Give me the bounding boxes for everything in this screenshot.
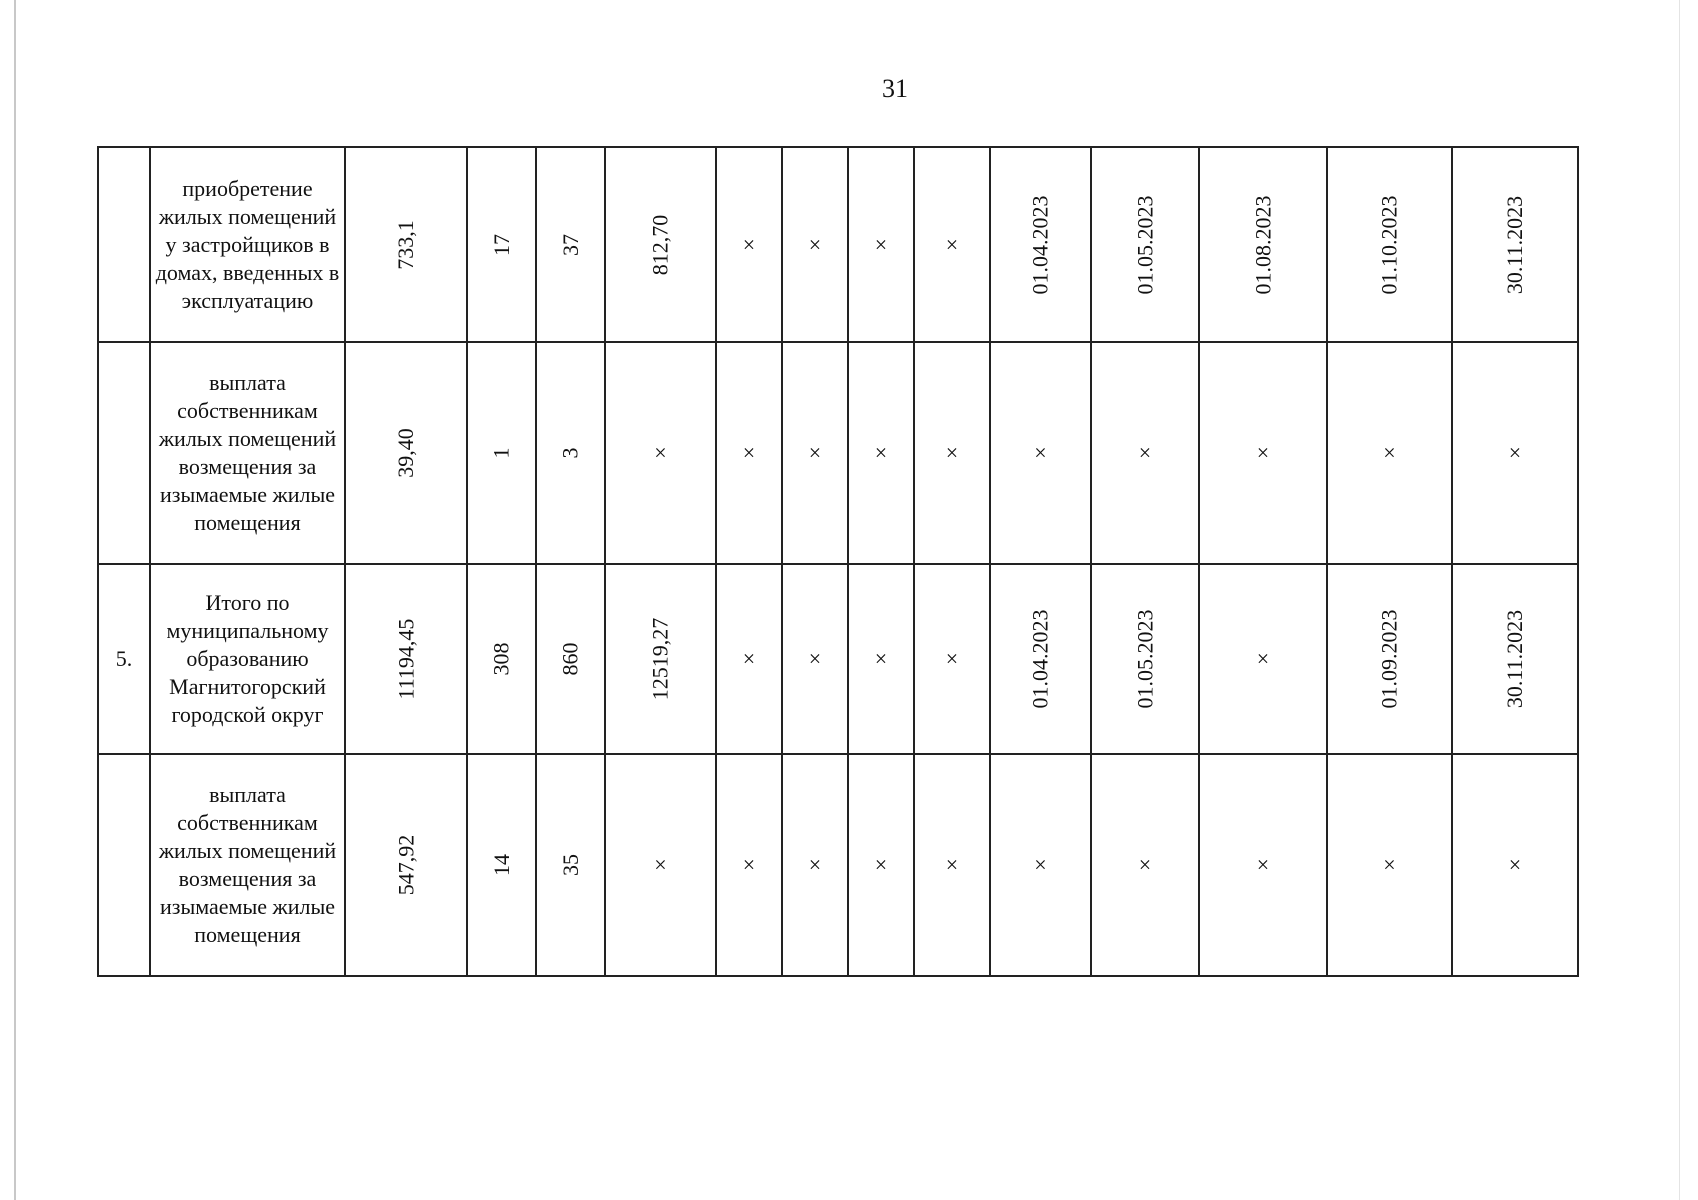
cross-mark: × bbox=[1383, 852, 1396, 877]
value-cell bbox=[848, 754, 914, 976]
value-cell bbox=[990, 564, 1091, 754]
table-row bbox=[98, 147, 1578, 342]
rotated-value: 14 bbox=[488, 854, 514, 876]
value-cell bbox=[990, 147, 1091, 342]
table-body bbox=[98, 147, 1578, 976]
value-cell bbox=[605, 147, 716, 342]
value-cell bbox=[345, 342, 467, 564]
value-cell bbox=[605, 754, 716, 976]
value-cell bbox=[1452, 147, 1578, 342]
cross-mark: × bbox=[742, 231, 756, 257]
cross-mark: × bbox=[1508, 852, 1522, 877]
cross-mark: × bbox=[874, 231, 888, 257]
value-cell bbox=[1327, 564, 1452, 754]
value-cell bbox=[848, 564, 914, 754]
value-cell bbox=[990, 342, 1091, 564]
rotated-value: 37 bbox=[557, 233, 583, 256]
value-cell bbox=[1452, 754, 1578, 976]
value-cell bbox=[1091, 147, 1199, 342]
value-cell bbox=[536, 754, 605, 976]
cross-mark: × bbox=[654, 852, 667, 877]
value-cell bbox=[914, 147, 990, 342]
value-cell bbox=[536, 342, 605, 564]
rotated-value: 733,1 bbox=[393, 219, 418, 270]
value-cell bbox=[467, 754, 536, 976]
cross-mark: × bbox=[945, 231, 959, 257]
value-cell bbox=[1091, 342, 1199, 564]
value-cell bbox=[1199, 147, 1327, 342]
rotated-value: 1 bbox=[488, 447, 514, 459]
cross-mark: × bbox=[874, 646, 888, 671]
table-row bbox=[98, 342, 1578, 564]
cross-mark: × bbox=[742, 646, 756, 671]
value-cell bbox=[782, 342, 848, 564]
table-row bbox=[98, 754, 1578, 976]
value-cell bbox=[716, 754, 782, 976]
cross-mark: × bbox=[1508, 440, 1522, 465]
rotated-value: 39,40 bbox=[393, 428, 418, 478]
rotated-value: 30.11.2023 bbox=[1502, 609, 1527, 709]
schedule-table bbox=[97, 146, 1579, 977]
cross-mark: × bbox=[808, 852, 822, 877]
rotated-value: 860 bbox=[557, 642, 583, 676]
value-cell bbox=[914, 564, 990, 754]
rotated-value: 812,70 bbox=[647, 214, 673, 275]
value-cell bbox=[605, 564, 716, 754]
value-cell bbox=[914, 342, 990, 564]
rotated-value: 3 bbox=[557, 447, 583, 459]
scan-edge-left bbox=[14, 0, 16, 1200]
rotated-value: 547,92 bbox=[393, 834, 418, 896]
cross-mark: × bbox=[654, 440, 667, 465]
rotated-value: 01.10.2023 bbox=[1376, 195, 1402, 294]
value-cell bbox=[467, 342, 536, 564]
value-cell bbox=[716, 342, 782, 564]
cross-mark: × bbox=[945, 646, 959, 671]
value-cell bbox=[990, 754, 1091, 976]
value-cell bbox=[1327, 342, 1452, 564]
value-cell bbox=[345, 754, 467, 976]
rotated-value: 308 bbox=[488, 642, 514, 676]
rotated-value: 17 bbox=[488, 233, 514, 256]
value-cell bbox=[1199, 342, 1327, 564]
value-cell bbox=[1327, 754, 1452, 976]
cross-mark: × bbox=[874, 852, 888, 877]
rotated-value: 30.11.2023 bbox=[1502, 195, 1527, 294]
value-cell bbox=[782, 754, 848, 976]
rotated-value: 01.08.2023 bbox=[1250, 195, 1275, 294]
value-cell bbox=[716, 147, 782, 342]
value-cell bbox=[536, 564, 605, 754]
rotated-value: 11194,45 bbox=[393, 618, 418, 700]
value-cell bbox=[1452, 564, 1578, 754]
value-cell bbox=[605, 342, 716, 564]
cross-mark: × bbox=[808, 646, 822, 671]
row-number-cell bbox=[98, 342, 150, 564]
row-number-cell bbox=[98, 147, 150, 342]
row-number-cell: 5. bbox=[98, 564, 150, 754]
value-cell bbox=[848, 147, 914, 342]
description-cell: Итого по муниципальному образованию Магнитогорский городской округ bbox=[150, 564, 345, 754]
row-number-cell bbox=[98, 754, 150, 976]
cross-mark: × bbox=[1034, 852, 1047, 877]
value-cell bbox=[782, 147, 848, 342]
cross-mark: × bbox=[1383, 440, 1396, 465]
cross-mark: × bbox=[945, 440, 959, 465]
cross-mark: × bbox=[808, 440, 822, 465]
value-cell bbox=[1199, 564, 1327, 754]
rotated-value: 12519,27 bbox=[647, 617, 673, 701]
cross-mark: × bbox=[945, 852, 959, 877]
value-cell bbox=[467, 147, 536, 342]
cross-mark: × bbox=[1138, 440, 1152, 465]
value-cell bbox=[536, 147, 605, 342]
cross-mark: × bbox=[1256, 440, 1270, 465]
value-cell bbox=[848, 342, 914, 564]
description-cell: приобретение жилых помещений у застройщиков в домах, введенных в эксплуатацию bbox=[150, 147, 345, 342]
description-cell: выплата собственникам жилых помещений возмещения за изымаемые жилые помещения bbox=[150, 342, 345, 564]
cross-mark: × bbox=[742, 440, 756, 465]
rotated-value: 01.04.2023 bbox=[1027, 195, 1053, 294]
rotated-value: 01.05.2023 bbox=[1132, 609, 1157, 709]
cross-mark: × bbox=[808, 231, 822, 257]
cross-mark: × bbox=[742, 852, 756, 877]
page-number: 31 bbox=[882, 74, 908, 103]
description-cell: выплата собственникам жилых помещений возмещения за изымаемые жилые помещения bbox=[150, 754, 345, 976]
cross-mark: × bbox=[874, 440, 888, 465]
value-cell bbox=[345, 564, 467, 754]
value-cell bbox=[782, 564, 848, 754]
rotated-value: 01.09.2023 bbox=[1376, 609, 1402, 709]
value-cell bbox=[1452, 342, 1578, 564]
rotated-value: 01.05.2023 bbox=[1132, 195, 1157, 294]
value-cell bbox=[1199, 754, 1327, 976]
value-cell bbox=[1091, 754, 1199, 976]
value-cell bbox=[1327, 147, 1452, 342]
scan-edge-right bbox=[1679, 0, 1680, 1200]
cross-mark: × bbox=[1256, 852, 1270, 877]
value-cell bbox=[467, 564, 536, 754]
value-cell bbox=[716, 564, 782, 754]
rotated-value: 35 bbox=[557, 854, 583, 876]
value-cell bbox=[345, 147, 467, 342]
cross-mark: × bbox=[1034, 440, 1047, 465]
table-row bbox=[98, 564, 1578, 754]
value-cell bbox=[914, 754, 990, 976]
value-cell bbox=[1091, 564, 1199, 754]
cross-mark: × bbox=[1138, 852, 1152, 877]
cross-mark: × bbox=[1256, 646, 1270, 671]
rotated-value: 01.04.2023 bbox=[1027, 609, 1053, 709]
